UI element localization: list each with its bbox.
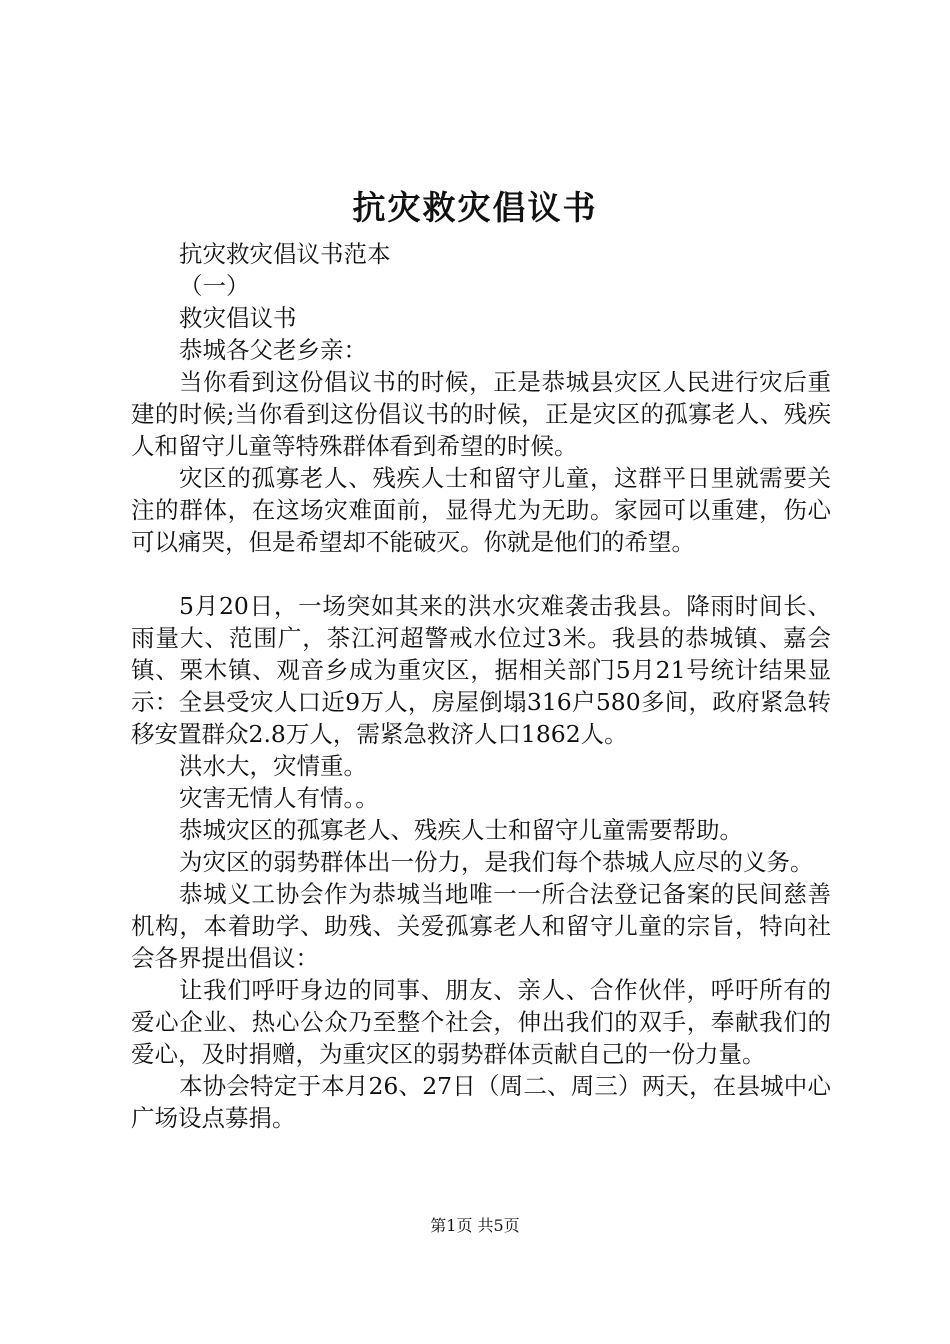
page-footer: 第1页 共5页 (430, 1216, 520, 1235)
paragraph-salutation: 恭城各父老乡亲： (179, 336, 367, 364)
paragraph-section-number: （一） (179, 272, 250, 300)
paragraph-body: 当你看到这份倡议书的时候，正是恭城县灾区人民进行灾后重建的时候;当你看到这份倡议书的时候，正是灾区的孤寡老人、残疾人和留守儿童等特殊群体看到希望的时候。 (131, 368, 831, 460)
paragraph-body: 本协会特定于本月26、27日（周二、周三）两天，在县城中心广场设点募捐。 (131, 1072, 831, 1132)
paragraph-body: 为灾区的弱势群体出一份力，是我们每个恭城人应尽的义务。 (179, 848, 814, 876)
document-body (131, 238, 831, 1134)
paragraph-body: 洪水大，灾情重。 (179, 752, 367, 780)
paragraph-body: 恭城灾区的孤寡老人、残疾人士和留守儿童需要帮助。 (179, 816, 743, 844)
paragraph-spacer (131, 558, 831, 590)
paragraph-body: 恭城义工协会作为恭城当地唯一一所合法登记备案的民间慈善机构，本着助学、助残、关爱孤寡老人和留守儿童的宗旨，特向社会各界提出倡议： (131, 880, 831, 972)
paragraph-body: 灾害无情人有情。。 (179, 784, 379, 812)
paragraph-body: 灾区的孤寡老人、残疾人士和留守儿童，这群平日里就需要关注的群体，在这场灾难面前，显得尤为无助。家园可以重建，伤心可以痛哭，但是希望却不能破灭。你就是他们的希望。 (131, 464, 831, 556)
paragraph-heading: 救灾倡议书 (179, 304, 297, 332)
paragraph-subtitle: 抗灾救灾倡议书范本 (179, 240, 391, 268)
paragraph-body: 5月20日，一场突如其来的洪水灾难袭击我县。降雨时间长、雨量大、范围广，茶江河超警戒水位过3米。我县的恭城镇、嘉会镇、栗木镇、观音乡成为重灾区，据相关部门5月21号统计结果显示：全县受灾人口近9万人，房屋倒塌316户580多间，政府紧急转移安置群众2.8万人，需紧急救济人口1862人。 (131, 592, 831, 748)
document-title: 抗灾救灾倡议书 (352, 188, 598, 227)
paragraph-body: 让我们呼吁身边的同事、朋友、亲人、合作伙伴，呼吁所有的爱心企业、热心公众乃至整个社会，伸出我们的双手，奉献我们的爱心，及时捐赠，为重灾区的弱势群体贡献自己的一份力量。 (131, 976, 831, 1068)
